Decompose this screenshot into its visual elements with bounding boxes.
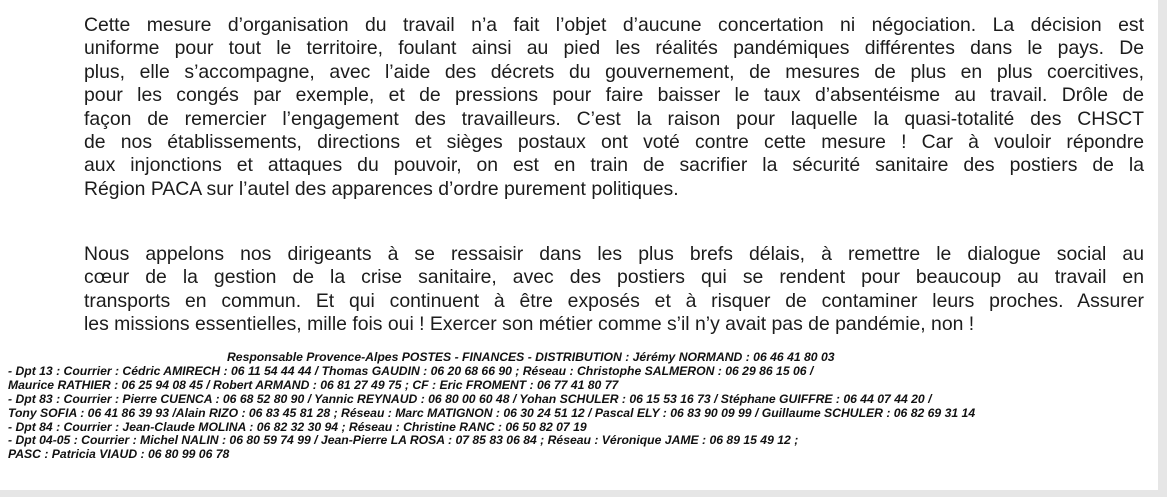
contact-line: - Dpt 83 : Courrier : Pierre CUENCA : 06 68 52 80 90 / Yannic REYNAUD : 06 80 00 60 48 / Yohan SCHULER : 06 15 53 16 73 / Stéphane GUIFFRE : 06 44 07 44 20 /	[8, 391, 932, 406]
contact-line: - Dpt 04-05 : Courrier : Michel NALIN : 06 80 59 74 99 / Jean-Pierre LA ROSA : 07 85 83 06 84 ; Réseau : Véronique JAME : 06 89 15 49 12 ;	[8, 433, 799, 448]
responsable-line: Responsable Provence-Alpes POSTES - FINANCES - DISTRIBUTION : Jérémy NORMAND : 06 46 41 80 03	[227, 350, 835, 364]
page-edge-right	[1158, 0, 1167, 497]
paragraph-line: Nous appelons nos dirigeants à se ressaisir dans les plus brefs délais, à remettre le dialogue social au	[84, 243, 1144, 265]
paragraph-line: plus, elle s’accompagne, avec l’aide des décrets du gouvernement, de mesures de plus en plus coercitives,	[84, 60, 1144, 83]
paragraph-line: Cette mesure d’organisation du travail n’a fait l’objet d’aucune concertation ni négociation. La décision est	[84, 14, 1144, 36]
paragraph-2	[84, 243, 1144, 337]
contact-line: - Dpt 13 : Courrier : Cédric AMIRECH : 06 11 54 44 44 / Thomas GAUDIN : 06 20 68 66 90 ; Réseau : Christophe SALMERON : 06 29 86 15 06 /	[8, 363, 814, 378]
paragraph-1	[84, 14, 1144, 201]
paragraph-line: façon de remercier l’engagement des travailleurs. C’est la raison pour laquelle la quasi-totalité des CHSCT	[84, 107, 1144, 130]
page-edge-bottom	[0, 490, 1167, 497]
contact-line: - Dpt 84 : Courrier : Jean-Claude MOLINA : 06 82 32 30 94 ; Réseau : Christine RANC : 06 50 82 07 19	[8, 419, 587, 434]
paragraph-line: les missions essentielles, mille fois oui ! Exercer son métier comme s’il n’y avait pas de pandémie, non !	[84, 313, 975, 336]
paragraph-line: uniforme pour tout le territoire, foulant ainsi au pied les réalités pandémiques différentes dans le pays. De	[84, 37, 1144, 60]
paragraph-line: Région PACA sur l’autel des apparences d’ordre purement politiques.	[84, 177, 679, 200]
paragraph-line: pour les congés par exemple, et de pressions pour faire baisser le taux d’absentéisme au travail. Drôle de	[84, 84, 1144, 107]
contacts-footer	[8, 351, 1158, 462]
contact-line: Tony SOFIA : 06 41 86 39 93 /Alain RIZO : 06 83 45 81 28 ; Réseau : Marc MATIGNON : 06 30 24 51 12 / Pascal ELY : 06 83 90 09 99 / Guillaume SCHULER : 06 82 69 31 14	[8, 405, 976, 420]
paragraph-line: de nos établissements, directions et sièges postaux ont voté contre cette mesure ! Car à vouloir répondre	[84, 131, 1144, 154]
paragraph-line: aux injonctions et attaques du pouvoir, on est en train de sacrifier la sécurité sanitaire des postiers de la	[84, 154, 1144, 177]
paragraph-line: transports en commun. Et qui continuent à être exposés et à risquer de contaminer leurs proches. Assurer	[84, 289, 1144, 312]
contact-line: PASC : Patricia VIAUD : 06 80 99 06 78	[8, 447, 230, 462]
contact-line: Maurice RATHIER : 06 25 94 08 45 / Robert ARMAND : 06 81 27 49 75 ; CF : Eric FROMENT : 06 77 41 80 77	[8, 377, 619, 392]
paragraph-line: cœur de la gestion de la crise sanitaire, avec des postiers qui se rendent pour beaucoup au travail en	[84, 266, 1144, 289]
